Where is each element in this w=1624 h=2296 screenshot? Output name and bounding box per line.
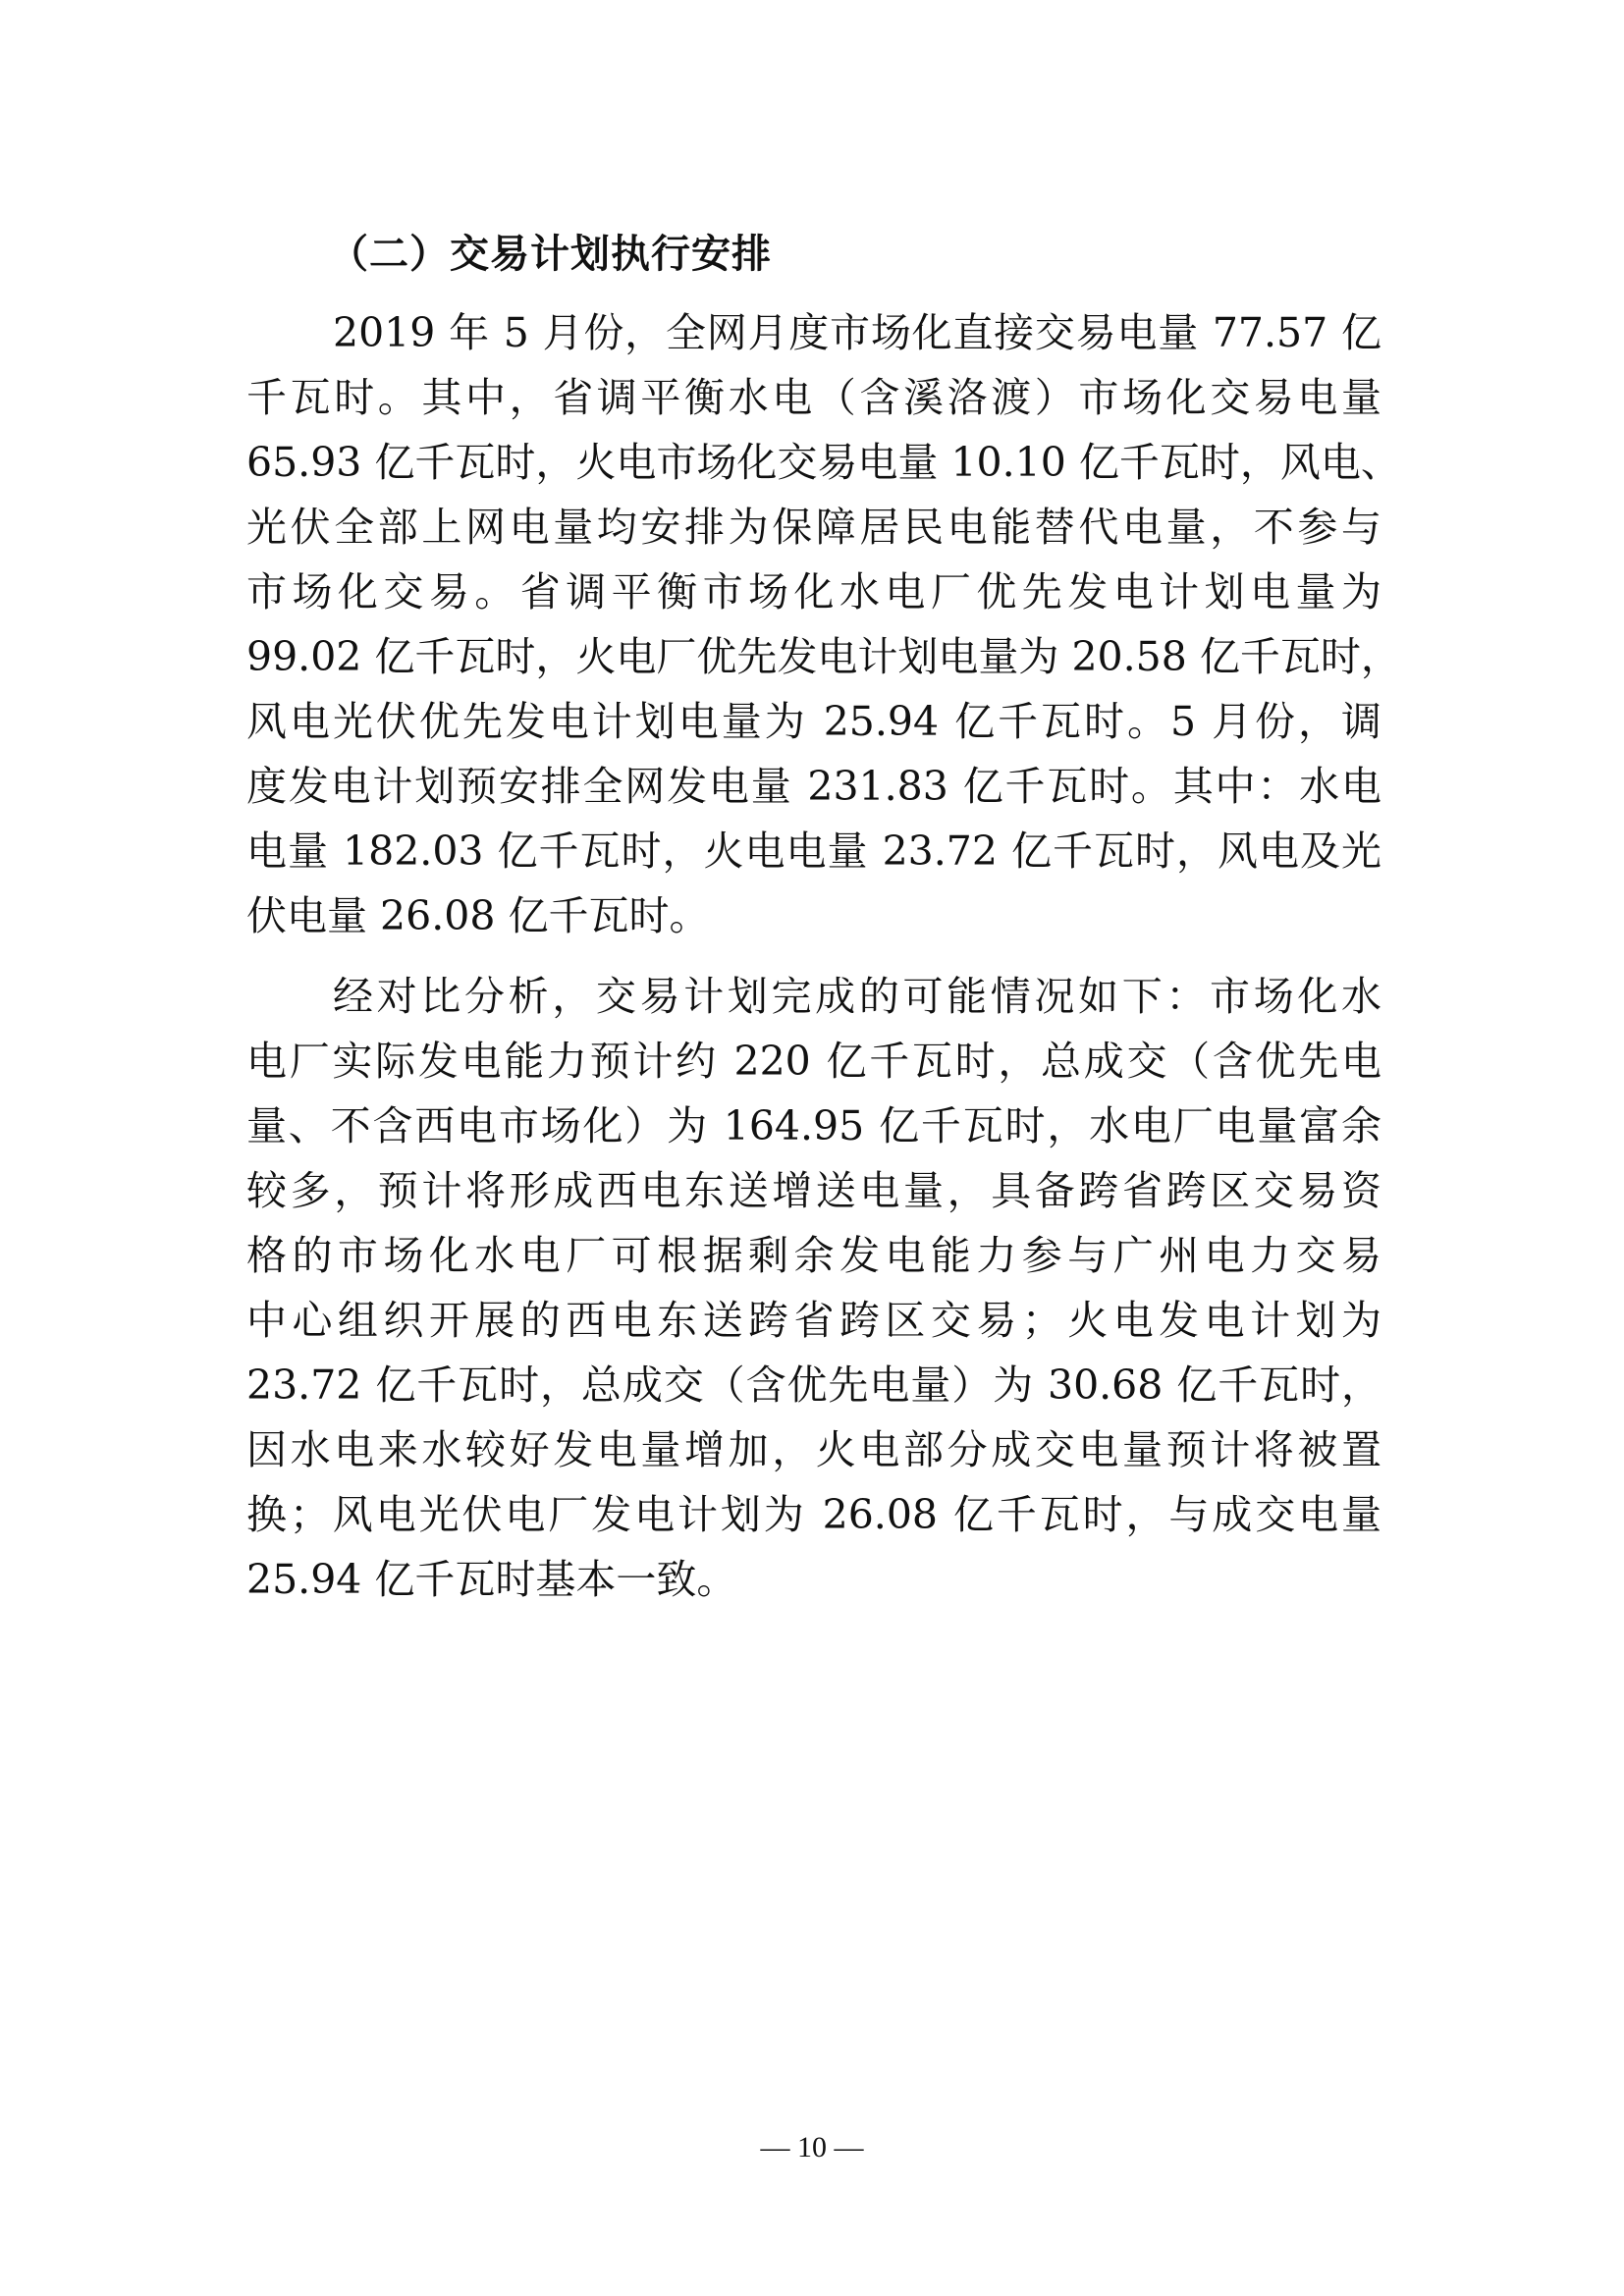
paragraph-line: 65.93 亿千瓦时，火电市场化交易电量 10.10 亿千瓦时，风电、 bbox=[246, 439, 1401, 486]
paragraph-line: 换；风电光伏电厂发电计划为 26.08 亿千瓦时，与成交电量 bbox=[246, 1491, 1381, 1538]
paragraph-line: 电厂实际发电能力预计约 220 亿千瓦时，总成交（含优先电 bbox=[246, 1038, 1381, 1085]
paragraph-line: 度发电计划预安排全网发电量 231.83 亿千瓦时。其中：水电 bbox=[246, 763, 1381, 810]
paragraph-line: 23.72 亿千瓦时，总成交（含优先电量）为 30.68 亿千瓦时， bbox=[246, 1362, 1381, 1409]
paragraph-comparison-analysis bbox=[246, 964, 1381, 1612]
document-page bbox=[246, 222, 1401, 1612]
section-heading: （二）交易计划执行安排 bbox=[329, 232, 772, 277]
page-number: — 10 — bbox=[760, 2131, 864, 2163]
paragraph-line: 光伏全部上网电量均安排为保障居民电能替代电量，不参与 bbox=[246, 504, 1381, 551]
paragraph-line: 25.94 亿千瓦时基本一致。 bbox=[246, 1556, 737, 1603]
paragraph-line: 格的市场化水电厂可根据剩余发电能力参与广州电力交易 bbox=[246, 1232, 1381, 1279]
paragraph-line: 2019 年 5 月份，全网月度市场化直接交易电量 77.57 亿 bbox=[333, 309, 1381, 356]
paragraph-line: 较多，预计将形成西电东送增送电量，具备跨省跨区交易资 bbox=[246, 1167, 1381, 1214]
paragraph-gap bbox=[246, 948, 1381, 964]
paragraph-line: 伏电量 26.08 亿千瓦时。 bbox=[246, 892, 710, 939]
paragraph-line: 风电光伏优先发电计划电量为 25.94 亿千瓦时。5 月份，调 bbox=[246, 698, 1381, 745]
paragraph-trading-volumes bbox=[246, 300, 1401, 948]
paragraph-line: 市场化交易。省调平衡市场化水电厂优先发电计划电量为 bbox=[246, 568, 1381, 615]
paragraph-line: 千瓦时。其中，省调平衡水电（含溪洛渡）市场化交易电量 bbox=[246, 374, 1381, 421]
paragraph-line: 99.02 亿千瓦时，火电厂优先发电计划电量为 20.58 亿千瓦时， bbox=[246, 633, 1401, 680]
paragraph-line: 量、不含西电市场化）为 164.95 亿千瓦时，水电厂电量富余 bbox=[246, 1102, 1381, 1149]
paragraph-line: 中心组织开展的西电东送跨省跨区交易；火电发电计划为 bbox=[246, 1297, 1381, 1344]
paragraph-line: 因水电来水较好发电量增加，火电部分成交电量预计将被置 bbox=[246, 1426, 1381, 1473]
paragraph-line: 电量 182.03 亿千瓦时，火电电量 23.72 亿千瓦时，风电及光 bbox=[246, 828, 1381, 875]
paragraph-line: 经对比分析，交易计划完成的可能情况如下：市场化水 bbox=[333, 973, 1381, 1020]
